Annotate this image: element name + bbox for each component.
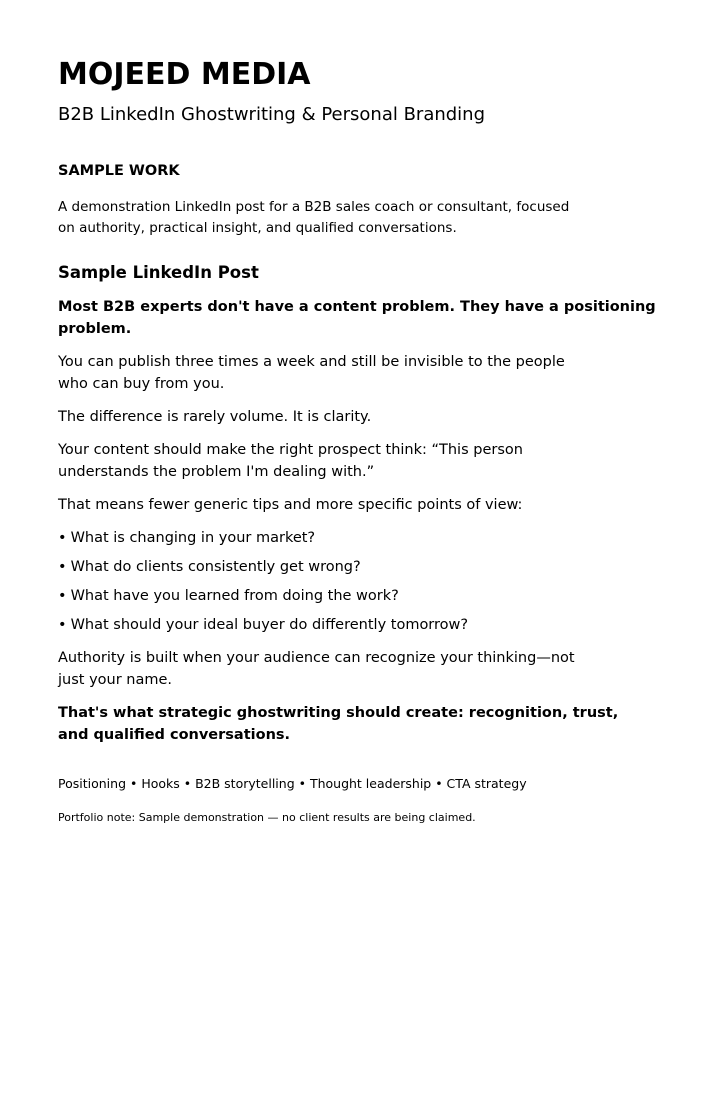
portfolio-note: Portfolio note: Sample demonstration — no client results are being claimed. [58,811,476,824]
list-item-text: What have you learned from doing the work? [70,588,399,604]
post-line: You can publish three times a week and still be invisible to the people [58,354,565,370]
list-item [58,585,658,607]
post-paragraph-2: The difference is rarely volume. It is clarity. [58,409,372,425]
post-hook-line: Most B2B experts don't have a content problem. They have a positioning [58,299,656,315]
bullet-icon: • [58,617,67,633]
bullet-icon: • [58,530,67,546]
intro-paragraph [58,197,569,239]
intro-line: on authority, practical insight, and qualified conversations. [58,220,457,236]
post-line: Your content should make the right prospect think: “This person [58,442,523,458]
post-line: Authority is built when your audience can recognize your thinking—not [58,650,575,666]
brand-title: MOJEED MEDIA [58,57,311,92]
list-item [58,527,658,549]
post-title: Sample LinkedIn Post [58,263,259,282]
post-line: just your name. [58,672,173,688]
section-label: SAMPLE WORK [58,163,180,179]
sample-post [58,296,658,757]
post-hook-line: problem. [58,321,132,337]
list-item-text: What should your ideal buyer do differently tomorrow? [70,617,469,633]
post-paragraph-3 [58,439,658,483]
post-closing-line: and qualified conversations. [58,727,291,743]
brand-subtitle: B2B LinkedIn Ghostwriting & Personal Branding [58,104,486,125]
list-item [58,614,658,636]
list-item [58,556,658,578]
post-paragraph-4: That means fewer generic tips and more specific points of view: [58,497,523,513]
post-paragraph-1 [58,351,658,395]
bullet-icon: • [58,588,67,604]
list-item-text: What is changing in your market? [70,530,316,546]
list-item-text: What do clients consistently get wrong? [70,559,361,575]
post-hook [58,296,658,340]
intro-line: A demonstration LinkedIn post for a B2B sales coach or consultant, focused [58,199,570,215]
post-bullet-list [58,527,658,636]
post-line: understands the problem I'm dealing with.” [58,464,375,480]
skills-line: Positioning • Hooks • B2B storytelling • Thought leadership • CTA strategy [58,776,527,791]
post-line: who can buy from you. [58,376,225,392]
post-paragraph-5 [58,647,658,691]
post-closing [58,702,658,746]
post-closing-line: That's what strategic ghostwriting should create: recognition, trust, [58,705,619,721]
bullet-icon: • [58,559,67,575]
